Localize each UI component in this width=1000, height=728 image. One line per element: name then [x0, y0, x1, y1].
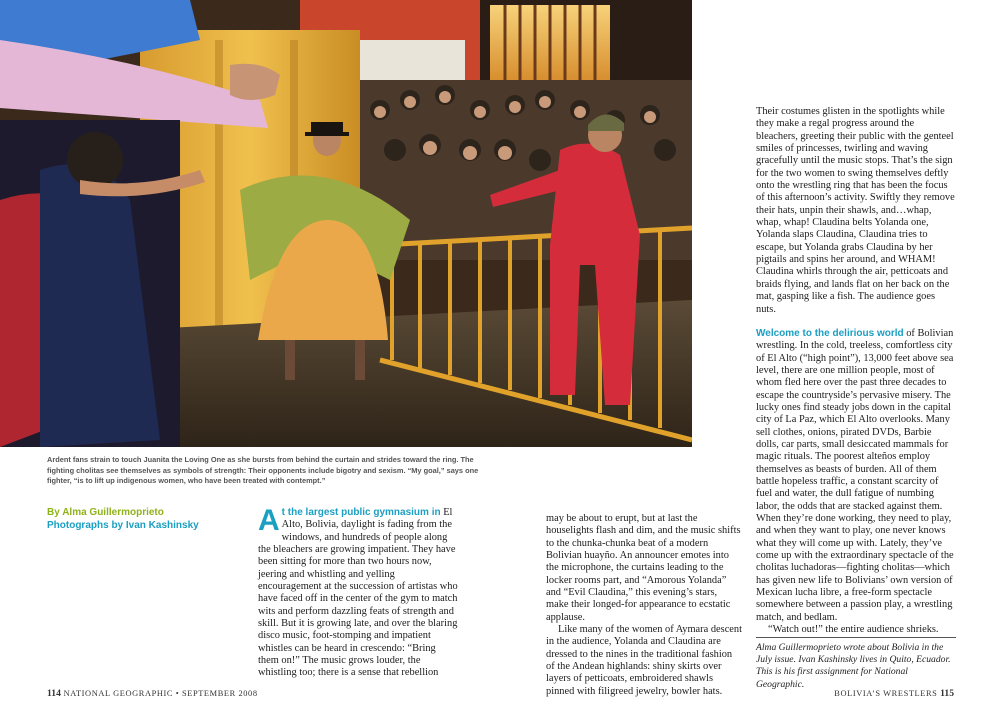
section-lead-in: Welcome to the delirious world — [756, 327, 904, 339]
lead-photograph — [0, 0, 692, 447]
contributor-bio: Alma Guillermoprieto wrote about Bolivia in the July issue. Ivan Kashinsky lives in Quito, Ecuador. This is his first assignment for National Geographic. — [756, 637, 956, 691]
byline — [47, 506, 199, 532]
folio-left — [47, 688, 258, 699]
page-number-right: 115 — [940, 688, 954, 699]
photo-caption: Ardent fans strain to touch Juanita the Loving One as she bursts from behind the curtain and strides toward the ring. The fighting cholitas see themselves as symbols of strength: Their opponents include bigotry and sexism. “My goal,” says one fighter, “is to lift up indigenous women, who have been treated with contempt.” — [47, 455, 479, 486]
drop-cap: A — [258, 504, 280, 537]
paragraph: may be about to erupt, but at last the houselights flash and dim, and the music shifts to the chunka-chunka beat of a modern Bolivian huayño. An announcer emotes into the microphone, the curtains leading to the locker rooms part, and “Amorous Yolanda” and “Evil Claudina,” this evening’s stars, make their longed-for appearance to ecstatic applause. — [546, 513, 741, 623]
article-column-1 — [258, 504, 458, 680]
author-credit: By Alma Guillermoprieto — [47, 507, 164, 518]
lead-in: t the largest public gymnasium in — [281, 507, 441, 518]
page-number-left: 114 — [47, 688, 61, 699]
section-paragraph — [756, 328, 956, 624]
opening-paragraph — [258, 504, 458, 680]
paragraph: Their costumes glisten in the spotlights while they make a regal progress around the bleachers, greeting their public with the genteel smiles of princesses, twirling and waving gracefully until the music stops. That’s the sign for the two women to swing themselves deftly onto the wrestling ring that has been the focus of this afternoon’s activity. Swiftly they remove their hats, unpin their shawls, and…whap, whap, whap! Claudina belts Yolanda one, Yolanda slaps Claudina, Claudina tries to escape, but Yolanda grabs Claudina by her pigtails and spins her around, and WHAM! Claudina whirls through the air, petticoats and braids flying, and lands flat on her back on the mat, gasping like a fish. The audience goes nuts. — [756, 106, 955, 315]
paragraph-text: of Bolivian wrestling. In the cold, treeless, comfortless city of El Alto (“high point”), 13,000 feet above sea level, there are one million people, most of whom fled here over the past three decades to escape the countryside’s pervasive misery. The lucky ones find steady jobs down in the capital city of La Paz, which El Alto overlooks. Many sell clothes, onions, pirated DVDs, Barbie dolls, car parts, small desiccated mammals for magic rituals. The poorest alteños employ themselves as beasts of burden. All of them battle hopeless traffic, a constant scarcity of fuel and water, the dull fatigue of numbing labor, the odds that are stacked against them. When they’re done working, they need to play, and when they want to play, one never knows what they will come up with. Lately, they’ve come up with the extraordinary spectacle of the cholitas luchadoras—fighting cholitas—which has given new life to Bolivians’ own version of Mexican lucha libre, a free-form spectacle somewhere between a passion play, a wrestling match, and bedlam. — [756, 327, 954, 623]
article-column-2 — [546, 513, 742, 698]
folio-right — [834, 688, 954, 699]
paragraph: “Watch out!” the entire audience shrieks. — [768, 624, 939, 636]
paragraph-text: El Alto, Bolivia, daylight is fading from the windows, and hundreds of people along the bleachers are growing impatient. They have been sitting for more than two hours now, jeering and whistling and yelling encouragement at the succession of artistas who have faced off in the center of the gym to match wits and perform dazzling feats of strength and skill. But it is growing late, and over the blaring disco music, foot-stomping and impatient whistles can be heard in crescendo: “Bring them on!” The music grows louder, the whistling too; there is a sense that rebellion — [258, 507, 458, 679]
paragraph: Like many of the women of Aymara descent in the audience, Yolanda and Claudina are dressed to the nines in the traditional fashion of the Andean highlands: shiny skirts over layers of petticoats, embroidered shawls pinned with filigreed jewelry, bowler hats. — [546, 624, 742, 697]
article-column-3 — [756, 106, 956, 636]
photographer-credit: Photographs by Ivan Kashinsky — [47, 520, 199, 531]
article-section: BOLIVIA’S WRESTLERS — [834, 689, 938, 698]
magazine-issue: NATIONAL GEOGRAPHIC • SEPTEMBER 2008 — [63, 689, 258, 698]
